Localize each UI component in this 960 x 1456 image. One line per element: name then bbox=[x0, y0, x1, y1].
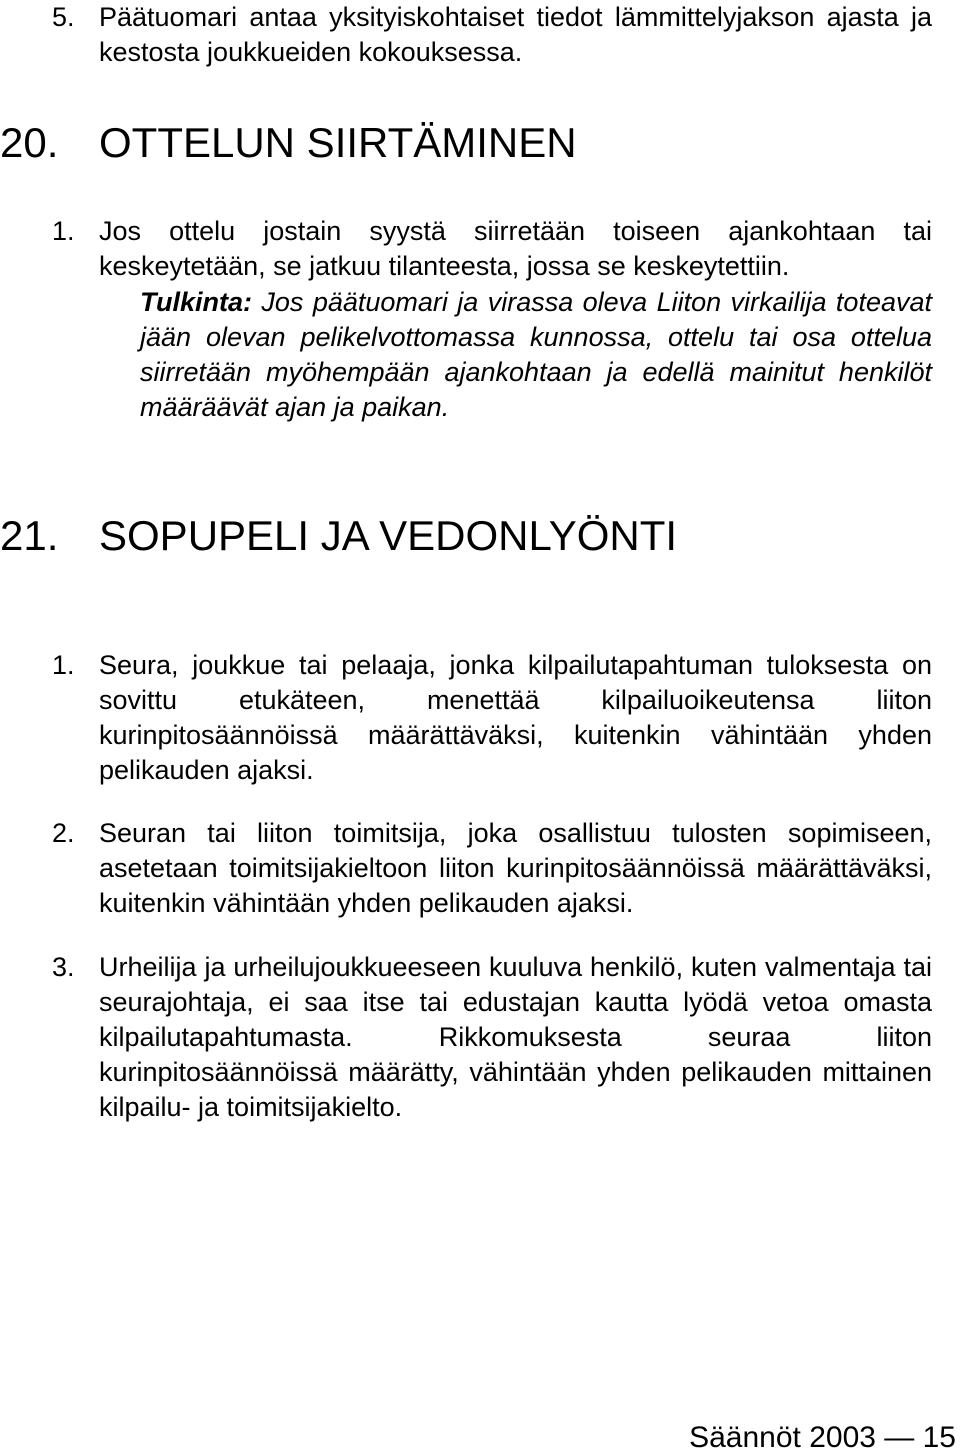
item-number: 1. bbox=[52, 650, 75, 680]
page-footer: Säännöt 2003 — 15 bbox=[689, 1421, 956, 1454]
heading-text: OTTELUN SIIRTÄMINEN bbox=[99, 119, 577, 166]
rule-item-5 bbox=[52, 0, 932, 70]
rule-item-21-1 bbox=[52, 648, 932, 788]
interpretation-block bbox=[140, 285, 932, 425]
interpretation-text: Jos päätuomari ja virassa oleva Liiton virkailija toteavat jään olevan pelikelvottomassa kunnossa, ottelu tai osa ottelua siirretään myöhempään ajankohtaan ja edellä mainitut henkilöt määräävät ajan ja paikan. bbox=[140, 287, 932, 422]
item-number: 2. bbox=[52, 818, 75, 848]
heading-text: SOPUPELI JA VEDONLYÖNTI bbox=[99, 512, 678, 559]
item-number: 3. bbox=[52, 952, 75, 982]
item-number: 5. bbox=[52, 2, 75, 32]
rule-item-21-3 bbox=[52, 950, 932, 1125]
item-text: Jos ottelu jostain syystä siirretään toiseen ajankohtaan tai keskeytetään, se jatkuu tilanteesta, jossa se keskeytettiin. bbox=[99, 216, 932, 281]
item-text: Seuran tai liiton toimitsija, joka osallistuu tulosten sopimiseen, asetetaan toimitsijakieltoon liiton kurinpitosäännöissä määrättäväksi, kuitenkin vähintään yhden pelikauden ajaksi. bbox=[99, 818, 932, 918]
rule-item-20-1 bbox=[52, 214, 932, 284]
interpretation-label: Tulkinta: bbox=[140, 287, 253, 317]
rule-item-21-2 bbox=[52, 816, 932, 921]
heading-number: 21. bbox=[0, 512, 59, 559]
section-heading-21 bbox=[0, 511, 960, 561]
item-text: Seura, joukkue tai pelaaja, jonka kilpailutapahtuman tuloksesta on sovittu etukäteen, menettää kilpailuoikeutensa liiton kurinpitosäännöissä määrättäväksi, kuitenkin vähintään yhden pelikauden ajaksi. bbox=[99, 650, 932, 785]
item-text: Päätuomari antaa yksityiskohtaiset tiedot lämmittelyjakson ajasta ja kestosta joukkueiden kokouksessa. bbox=[99, 2, 932, 67]
heading-number: 20. bbox=[0, 119, 59, 166]
section-heading-20 bbox=[0, 118, 960, 168]
item-text: Urheilija ja urheilujoukkueeseen kuuluva henkilö, kuten valmentaja tai seurajohtaja, ei saa itse tai edustajan kautta lyödä vetoa omasta kilpailutapahtumasta. Rikkomuksesta seuraa liiton kurinpitosäännöissä määrätty, vähintään yhden pelikauden mittainen kilpailu- ja toimitsijakielto. bbox=[99, 952, 932, 1122]
item-number: 1. bbox=[52, 216, 75, 246]
